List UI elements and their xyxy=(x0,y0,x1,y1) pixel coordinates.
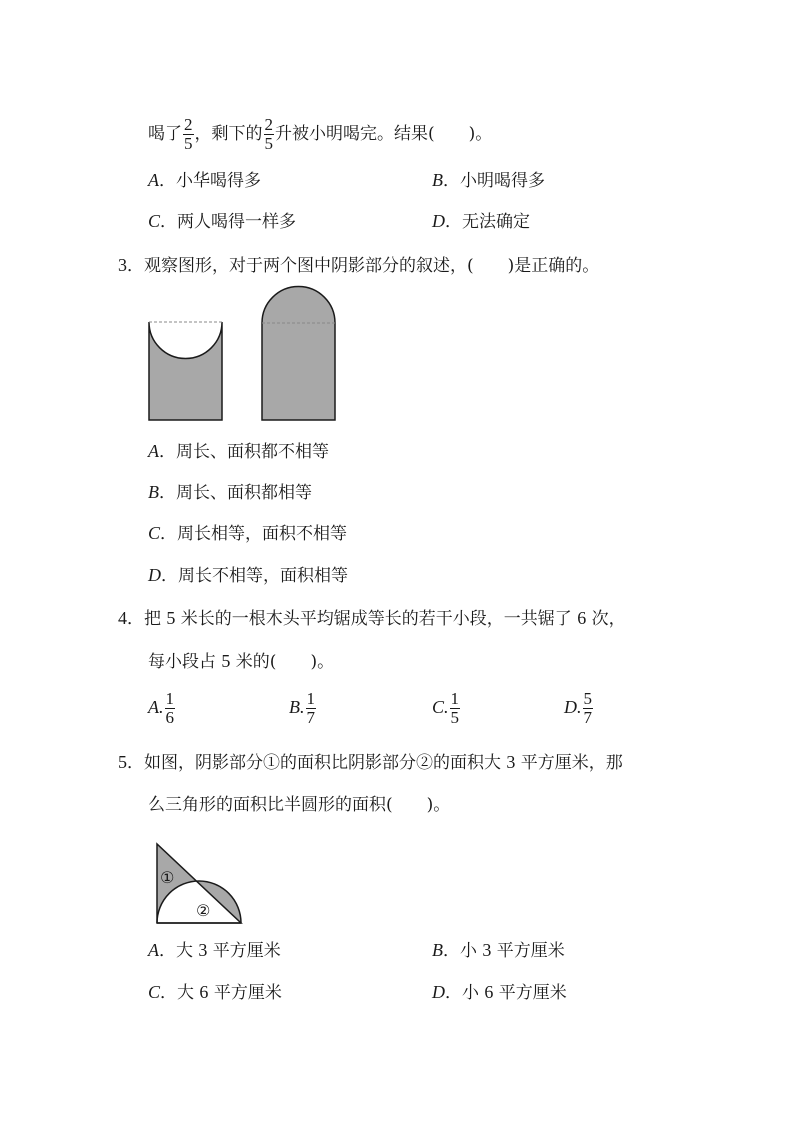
q3-option-d[interactable]: D．周长不相等，面积相等 xyxy=(148,565,348,586)
q3-number: 3 xyxy=(118,255,127,275)
q2-fraction-2: $\frac{2}{5}$ xyxy=(264,115,273,153)
q3-right-shaded-region xyxy=(262,287,335,420)
q3-figure-left xyxy=(146,312,226,422)
q2-stem-line xyxy=(148,116,492,153)
q2-option-b[interactable]: B．小明喝得多 xyxy=(432,170,545,191)
q4-option-a[interactable]: A. $\frac{1}{6}$ xyxy=(148,689,174,727)
q3-option-c[interactable]: C．周长相等，面积不相等 xyxy=(148,523,348,544)
q4-number: 4 xyxy=(118,608,127,628)
q5-option-a[interactable]: A．大 3 平方厘米 xyxy=(148,940,281,961)
q3-stem xyxy=(118,254,599,277)
q3-left-shaded-region xyxy=(149,322,222,420)
q2-fraction-1: $\frac{2}{5}$ xyxy=(184,115,193,153)
q5-stem-line-1: 5．如图，阴影部分①的面积比阴影部分②的面积大 3 平方厘米，那 xyxy=(118,752,623,773)
q2-text-part3: 升被小明喝完。结果( )。 xyxy=(275,124,493,144)
q4-stem-line-2: 每小段占 5 米的( )。 xyxy=(148,651,335,672)
q3-option-b[interactable]: B．周长、面积都相等 xyxy=(148,482,312,503)
q5-option-b[interactable]: B．小 3 平方厘米 xyxy=(432,940,565,961)
q3-text: ．观察图形，对于两个图中阴影部分的叙述，( )是正确的。 xyxy=(127,256,600,276)
q4-stem-line-1: 4．把 5 米长的一根木头平均锯成等长的若干小段，一共锯了 6 次， xyxy=(118,608,626,629)
q2-text-part1: 喝了 xyxy=(148,124,182,144)
q5-figure xyxy=(152,840,252,930)
q3-option-a[interactable]: A．周长、面积都不相等 xyxy=(148,441,329,462)
q5-option-d[interactable]: D．小 6 平方厘米 xyxy=(432,982,567,1003)
q5-label-1: ① xyxy=(160,868,175,887)
q2-option-c[interactable]: C．两人喝得一样多 xyxy=(148,211,297,232)
q3-figure-right xyxy=(259,290,339,420)
q2-option-a[interactable]: A．小华喝得多 xyxy=(148,170,261,191)
q5-option-c[interactable]: C．大 6 平方厘米 xyxy=(148,982,282,1003)
q5-number: 5 xyxy=(118,752,127,772)
q5-stem-line-2: 么三角形的面积比半圆形的面积( )。 xyxy=(148,795,451,815)
q4-option-b[interactable]: B. $\frac{1}{7}$ xyxy=(289,689,315,727)
q4-option-d[interactable]: D. $\frac{5}{7}$ xyxy=(564,689,592,727)
q4-option-c[interactable]: C. $\frac{1}{5}$ xyxy=(432,689,460,727)
q2-option-d[interactable]: D．无法确定 xyxy=(432,211,530,232)
q2-text-part2: ，剩下的 xyxy=(194,124,263,144)
q5-label-2: ② xyxy=(196,901,211,920)
